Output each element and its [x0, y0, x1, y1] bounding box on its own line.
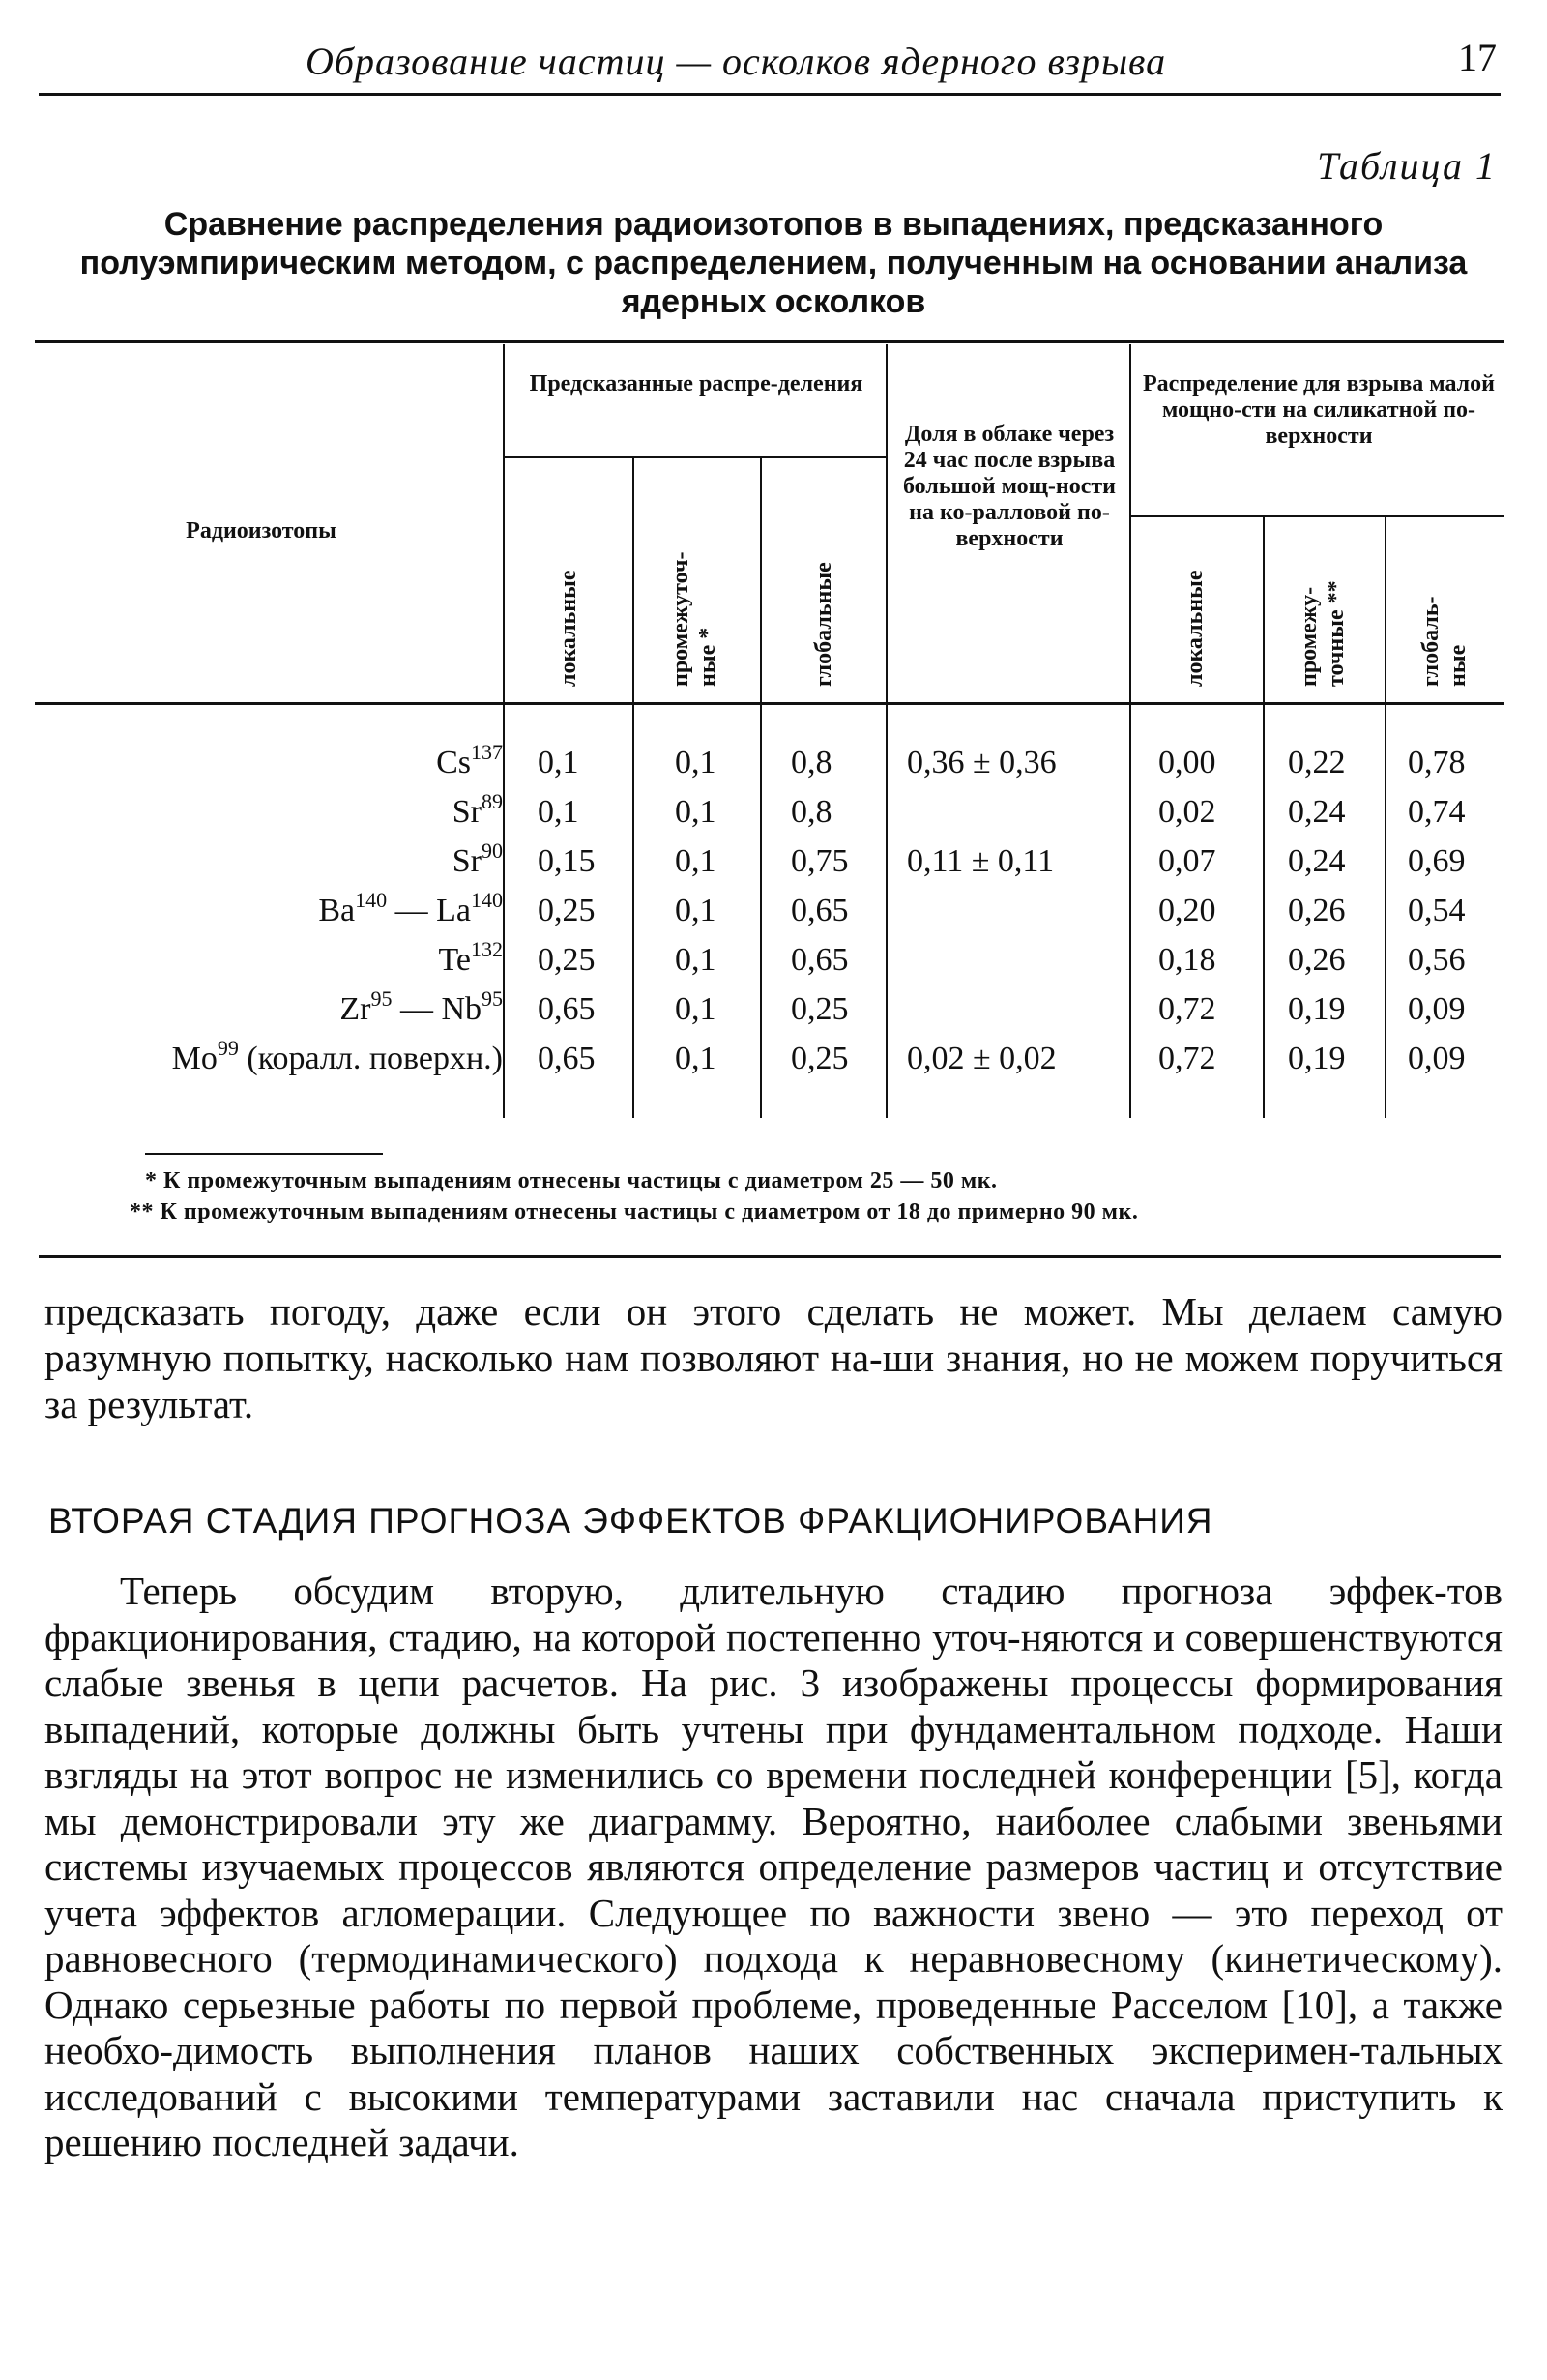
cell-intermediate: 0,26	[1288, 942, 1346, 978]
cell-intermediate: 0,24	[1288, 843, 1346, 879]
subheader-local: локальные	[556, 570, 581, 687]
subheader-global: ные	[1445, 644, 1471, 687]
page-number: 17	[1458, 36, 1497, 79]
subheader-intermediate: промежуточ-	[668, 551, 693, 687]
cell-local: 0,00	[1158, 745, 1216, 780]
isotope-cell: Sr$^{90}$	[452, 838, 503, 879]
cell-global: 0,8	[791, 745, 832, 780]
header-cloud: Доля в облаке через 24 час после взрыва большой мощ-ности на ко-ралловой по-верхности	[903, 422, 1116, 551]
running-title: Образование частиц — осколков ядерного взрыва	[306, 40, 1167, 83]
isotope-cell: Te$^{132}$	[438, 937, 503, 978]
subheader-intermediate: точные **	[1324, 580, 1349, 687]
cell-intermediate: 0,19	[1288, 991, 1346, 1027]
cell-local: 0,72	[1158, 1041, 1216, 1076]
isotope-cell: Cs$^{137}$	[436, 740, 503, 780]
cell-intermediate: 0,1	[675, 794, 716, 830]
subheader-intermediate: ные *	[695, 627, 720, 687]
isotope-cell: Sr$^{89}$	[452, 789, 503, 830]
subheader-intermediate: промежу-	[1297, 586, 1322, 687]
predicted-subrule	[505, 456, 886, 458]
cell-local: 0,65	[538, 1041, 596, 1076]
table-caption: Сравнение распределения радиоизотопов в выпадениях, предсказанного полуэмпирическим методом, с распределением, полученным на основании анализа ядерных осколков	[79, 206, 1468, 320]
section-heading: ВТОРАЯ СТАДИЯ ПРОГНОЗА ЭФФЕКТОВ ФРАКЦИОНИРОВАНИЯ	[48, 1501, 1213, 1541]
paragraph: предсказать погоду, даже если он этого сделать не может. Мы делаем самую разумную попытку, насколько нам позволяют на-ши знания, но не можем поручиться за результат.	[44, 1289, 1503, 1426]
footnote: * К промежуточным выпадениям отнесены частицы с диаметром 25 — 50 мк.	[145, 1168, 998, 1193]
cell-cloud: 0,02 ± 0,02	[907, 1041, 1057, 1076]
table-bottom-rule	[39, 1255, 1501, 1258]
table-top-rule	[35, 340, 1504, 343]
cell-global: 0,25	[791, 991, 849, 1027]
col-divider	[503, 344, 505, 1118]
cell-intermediate: 0,1	[675, 893, 716, 928]
subheader-global: глобальные	[811, 562, 836, 687]
cell-intermediate: 0,1	[675, 745, 716, 780]
cell-global: 0,54	[1408, 893, 1466, 928]
col-divider	[886, 344, 888, 1118]
cell-local: 0,25	[538, 893, 596, 928]
cell-local: 0,18	[1158, 942, 1216, 978]
col-divider	[1385, 517, 1386, 1118]
subheader-local: локальные	[1182, 570, 1208, 687]
cell-intermediate: 0,24	[1288, 794, 1346, 830]
cell-local: 0,20	[1158, 893, 1216, 928]
header-isotopes: Радиоизотопы	[186, 518, 336, 544]
cell-intermediate: 0,1	[675, 843, 716, 879]
paragraph: Теперь обсудим вторую, длительную стадию прогноза эффек-тов фракционирования, стадию, на которой постепенно уточ-няются и совершенствуются слабые звенья в цепи расчетов. На рис. 3 изображены процессы формирования выпадений, которые должны быть учтены при фундаментальном подходе. Наши взгляды на этот вопрос не изменились со времени последней конференции [5], когда мы демонстрировали эту же диаграмму. Вероятно, наиболее слабыми звеньями системы изучаемых процессов являются определение размеров частиц и отсутствие учета эффектов агломерации. Следующее по важности звено — это переход от равновесного (термодинамического) подхода к неравновесному (кинетическому). Однако серьезные работы по первой проблеме, проведенные Расселом [10], а также необхо-димость выполнения планов наших собственных эксперимен-тальных исследований с высокими температурами заставили нас сначала приступить к решению последней задачи.	[44, 1569, 1503, 2164]
cell-global: 0,8	[791, 794, 832, 830]
table-header-rule	[35, 702, 1504, 705]
cell-local: 0,1	[538, 794, 579, 830]
cell-intermediate: 0,1	[675, 991, 716, 1027]
cell-intermediate: 0,26	[1288, 893, 1346, 928]
cell-global: 0,69	[1408, 843, 1466, 879]
cell-intermediate: 0,19	[1288, 1041, 1346, 1076]
cell-local: 0,1	[538, 745, 579, 780]
header-silicate: Распределение для взрыва малой мощно-сти на силикатной по-верхности	[1143, 371, 1495, 449]
cell-global: 0,78	[1408, 745, 1466, 780]
cell-global: 0,56	[1408, 942, 1466, 978]
cell-local: 0,65	[538, 991, 596, 1027]
table-label: Таблица 1	[1317, 144, 1497, 188]
silicate-subrule	[1131, 515, 1504, 517]
cell-local: 0,15	[538, 843, 596, 879]
col-divider	[1129, 344, 1131, 1118]
cell-global: 0,75	[791, 843, 849, 879]
col-divider	[632, 458, 634, 1118]
footnote-rule	[145, 1153, 383, 1155]
cell-global: 0,65	[791, 942, 849, 978]
cell-global: 0,09	[1408, 991, 1466, 1027]
cell-global: 0,25	[791, 1041, 849, 1076]
cell-intermediate: 0,1	[675, 1041, 716, 1076]
isotope-cell: Mo$^{99}$ (коралл. поверхн.)	[171, 1036, 503, 1076]
cell-global: 0,74	[1408, 794, 1466, 830]
col-divider	[1263, 517, 1265, 1118]
cell-global: 0,09	[1408, 1041, 1466, 1076]
isotope-cell: Ba$^{140}$ — La$^{140}$	[318, 888, 503, 928]
header-rule	[39, 93, 1501, 96]
cell-global: 0,65	[791, 893, 849, 928]
cell-intermediate: 0,1	[675, 942, 716, 978]
cell-cloud: 0,36 ± 0,36	[907, 745, 1057, 780]
footnote: ** К промежуточным выпадениям отнесены частицы с диаметром от 18 до примерно 90 мк.	[130, 1199, 1139, 1224]
header-predicted: Предсказанные распре-деления	[529, 371, 863, 397]
cell-local: 0,72	[1158, 991, 1216, 1027]
cell-cloud: 0,11 ± 0,11	[907, 843, 1055, 879]
cell-intermediate: 0,22	[1288, 745, 1346, 780]
isotope-cell: Zr$^{95}$ — Nb$^{95}$	[339, 986, 503, 1027]
subheader-global: глобаль-	[1418, 596, 1444, 687]
cell-local: 0,25	[538, 942, 596, 978]
cell-local: 0,02	[1158, 794, 1216, 830]
col-divider	[760, 458, 762, 1118]
cell-local: 0,07	[1158, 843, 1216, 879]
